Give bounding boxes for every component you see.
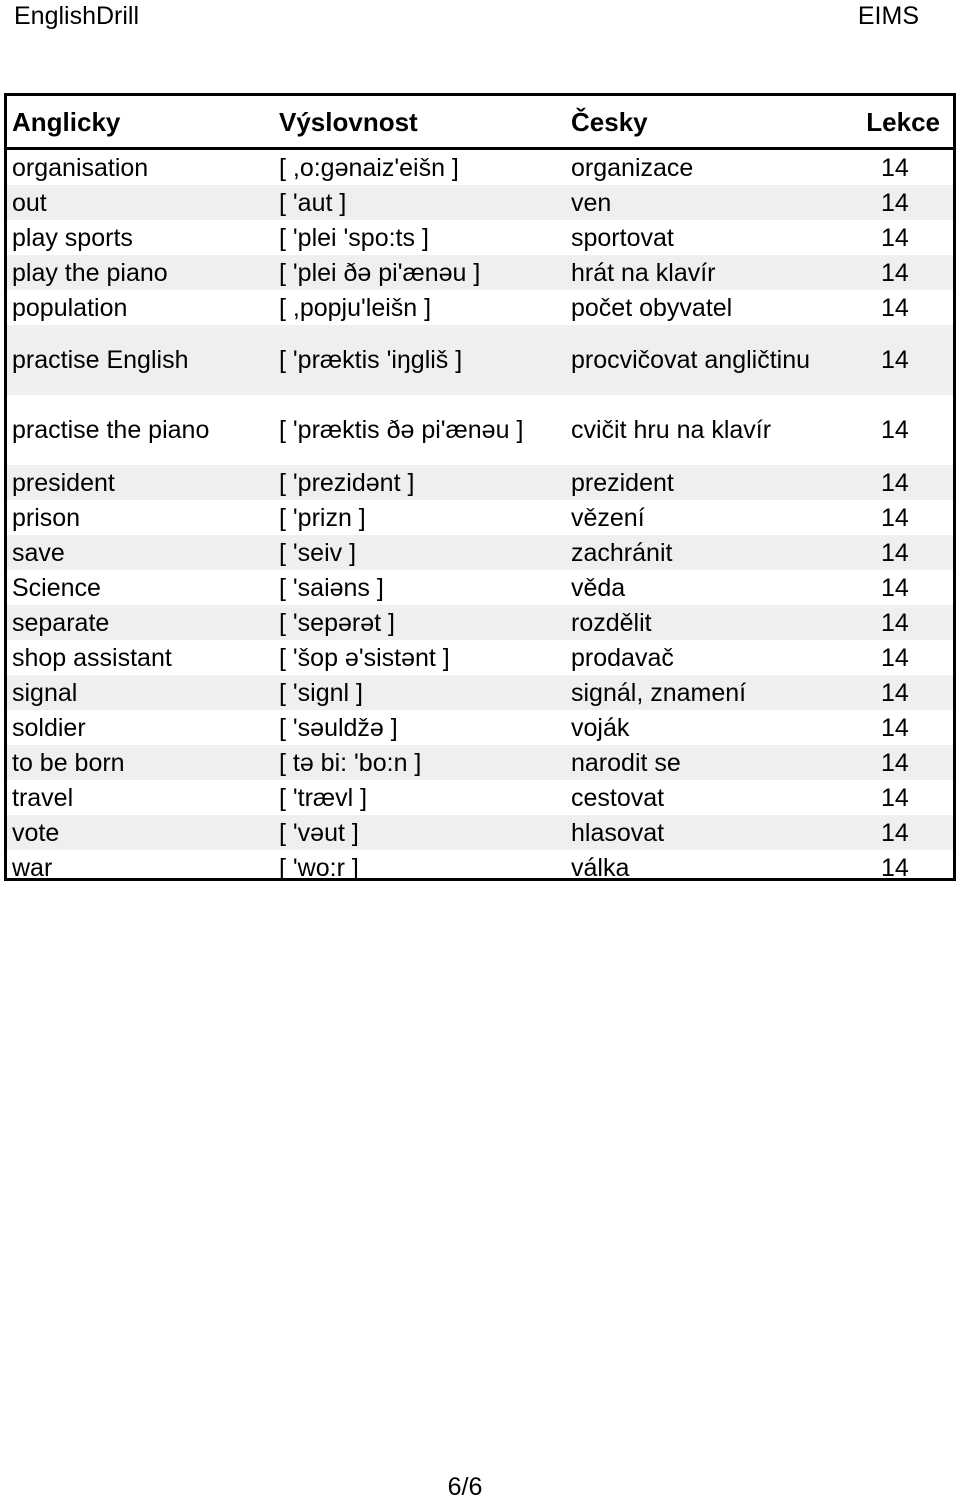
table-row <box>7 220 953 255</box>
english-cell: president <box>12 468 115 497</box>
column-header-english: Anglicky <box>12 107 121 137</box>
english-cell: population <box>12 293 128 322</box>
lesson-cell: 14 <box>881 608 909 637</box>
english-cell: play the piano <box>12 258 168 287</box>
czech-cell: voják <box>571 713 630 742</box>
pronunciation-cell: [ 'prezidənt ] <box>279 468 415 497</box>
lesson-cell: 14 <box>881 643 909 672</box>
pronunciation-cell: [ 'signl ] <box>279 678 363 707</box>
pronunciation-cell: [ 'plei 'spo:ts ] <box>279 223 429 252</box>
czech-cell: prezident <box>571 468 674 497</box>
pronunciation-cell: [ 'plei ðə pi'ænəu ] <box>279 258 481 287</box>
czech-cell: hrát na klavír <box>571 258 716 287</box>
lesson-cell: 14 <box>881 223 909 252</box>
table-row <box>7 850 953 885</box>
czech-cell: procvičovat angličtinu <box>571 346 811 374</box>
lesson-cell: 14 <box>881 153 909 182</box>
lesson-cell: 14 <box>881 538 909 567</box>
page-number: 6/6 <box>447 1473 483 1501</box>
english-cell: practise the piano <box>12 416 210 444</box>
pronunciation-cell: [ 'šop ə'sistənt ] <box>279 643 450 672</box>
pronunciation-cell: [ 'prizn ] <box>279 503 366 532</box>
pronunciation-cell: [ 'præktis 'iŋgliš ] <box>279 346 463 374</box>
pronunciation-cell: [ ,o:gənaiz'eišn ] <box>279 153 459 182</box>
english-cell: travel <box>12 783 74 812</box>
english-cell: organisation <box>12 153 149 182</box>
english-cell: signal <box>12 678 78 707</box>
english-cell: separate <box>12 608 110 637</box>
pronunciation-cell: [ 'sepərət ] <box>279 608 395 637</box>
czech-cell: sportovat <box>571 223 674 252</box>
lesson-cell: 14 <box>881 853 909 882</box>
lesson-cell: 14 <box>881 188 909 217</box>
app-name: EnglishDrill <box>14 2 140 30</box>
table-header-row <box>7 96 953 150</box>
table-row <box>7 500 953 535</box>
lesson-cell: 14 <box>881 468 909 497</box>
lesson-cell: 14 <box>881 346 909 374</box>
lesson-cell: 14 <box>881 748 909 777</box>
table-row <box>7 640 953 675</box>
czech-cell: zachránit <box>571 538 673 567</box>
table-row <box>7 675 953 710</box>
pronunciation-cell: [ 'vəut ] <box>279 818 359 847</box>
czech-cell: rozdělit <box>571 608 652 637</box>
table-row <box>7 465 953 500</box>
english-cell: soldier <box>12 713 86 742</box>
table-row <box>7 780 953 815</box>
pronunciation-cell: [ 'səuldžə ] <box>279 713 398 742</box>
czech-cell: cestovat <box>571 783 665 812</box>
czech-cell: vězení <box>571 503 645 532</box>
pronunciation-cell: [ 'saiəns ] <box>279 573 384 602</box>
table-row <box>7 325 953 395</box>
english-cell: prison <box>12 503 81 532</box>
english-cell: save <box>12 538 65 567</box>
lesson-cell: 14 <box>881 258 909 287</box>
pronunciation-cell: [ 'seiv ] <box>279 538 357 567</box>
table-row <box>7 535 953 570</box>
czech-cell: cvičit hru na klavír <box>571 416 772 444</box>
table-row <box>7 815 953 850</box>
table-row <box>7 605 953 640</box>
english-cell: out <box>12 188 47 217</box>
lesson-cell: 14 <box>881 678 909 707</box>
org-name: EIMS <box>857 2 919 30</box>
english-cell: vote <box>12 818 60 847</box>
english-cell: war <box>12 853 53 882</box>
table-row <box>7 150 953 185</box>
czech-cell: organizace <box>571 153 694 182</box>
table-row <box>7 570 953 605</box>
english-cell: shop assistant <box>12 643 172 672</box>
czech-cell: počet obyvatel <box>571 293 733 322</box>
pronunciation-cell: [ 'præktis ðə pi'ænəu ] <box>279 416 524 444</box>
table-row <box>7 745 953 780</box>
page-header <box>0 0 960 34</box>
czech-cell: signál, znamení <box>571 678 747 707</box>
column-header-lesson: Lekce <box>866 107 940 137</box>
lesson-cell: 14 <box>881 293 909 322</box>
table-row <box>7 290 953 325</box>
czech-cell: narodit se <box>571 748 681 777</box>
vocabulary-table <box>4 93 956 881</box>
czech-cell: prodavač <box>571 643 674 672</box>
lesson-cell: 14 <box>881 783 909 812</box>
column-header-czech: Česky <box>571 107 648 137</box>
english-cell: to be born <box>12 748 125 777</box>
lesson-cell: 14 <box>881 818 909 847</box>
czech-cell: válka <box>571 853 630 882</box>
lesson-cell: 14 <box>881 503 909 532</box>
english-cell: Science <box>12 573 101 602</box>
pronunciation-cell: [ tə bi: 'bo:n ] <box>279 748 422 777</box>
table-row <box>7 185 953 220</box>
table-row <box>7 710 953 745</box>
english-cell: play sports <box>12 223 133 252</box>
english-cell: practise English <box>12 346 189 374</box>
pronunciation-cell: [ 'trævl ] <box>279 783 368 812</box>
lesson-cell: 14 <box>881 416 909 444</box>
pronunciation-cell: [ 'aut ] <box>279 188 347 217</box>
column-header-pronunciation: Výslovnost <box>279 107 418 137</box>
pronunciation-cell: [ ,popju'leišn ] <box>279 293 432 322</box>
lesson-cell: 14 <box>881 713 909 742</box>
pronunciation-cell: [ 'wo:r ] <box>279 853 359 882</box>
czech-cell: ven <box>571 188 612 217</box>
table-row <box>7 255 953 290</box>
czech-cell: věda <box>571 573 626 602</box>
lesson-cell: 14 <box>881 573 909 602</box>
czech-cell: hlasovat <box>571 818 665 847</box>
table-body <box>7 150 953 885</box>
table-row <box>7 395 953 465</box>
